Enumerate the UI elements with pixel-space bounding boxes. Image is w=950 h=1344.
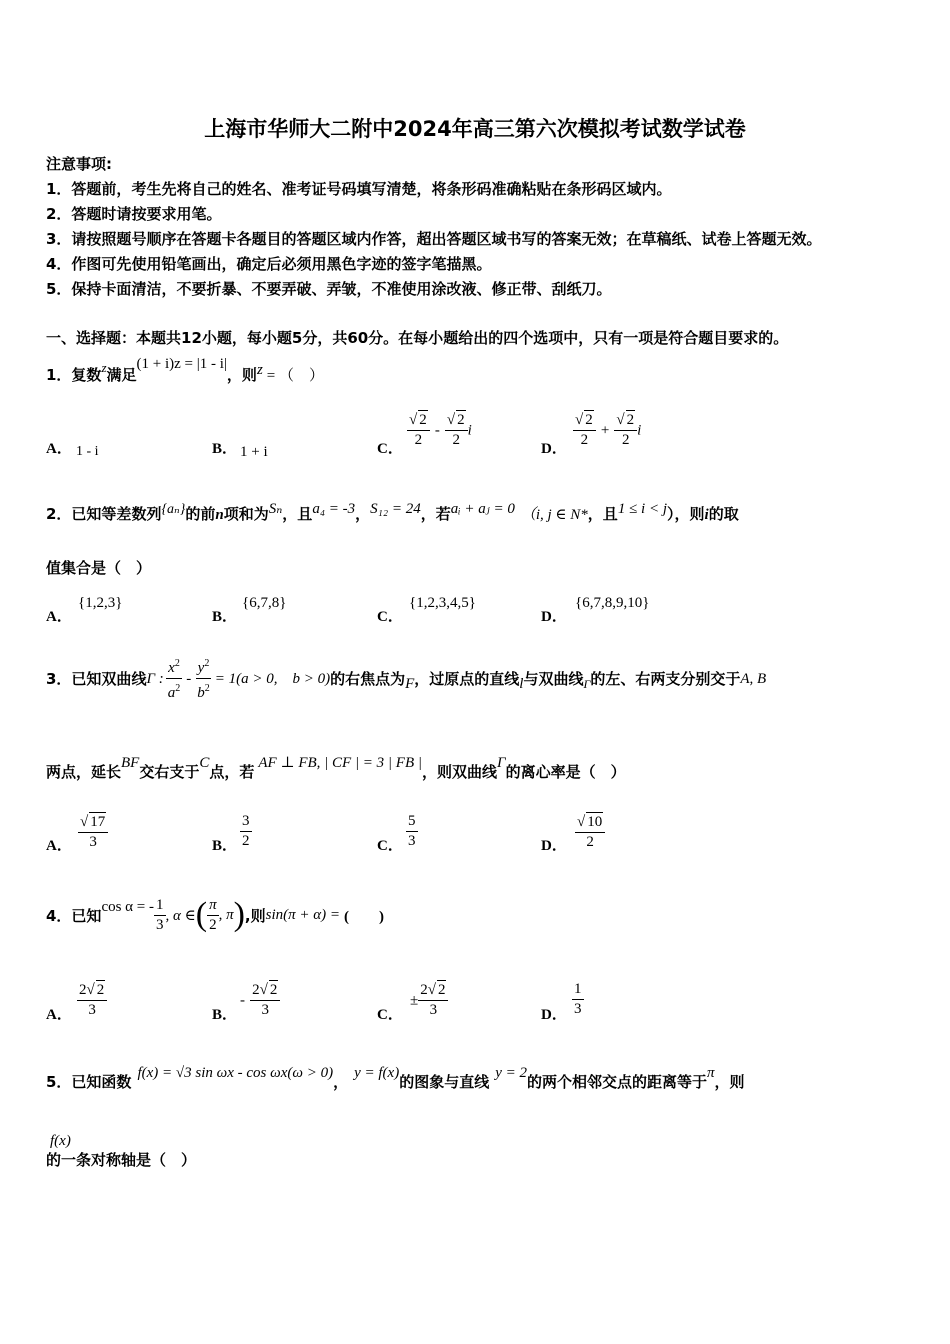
q2-option-d: {6,7,8,9,10}: [575, 595, 650, 611]
q1-option-b: 1 + i: [240, 444, 268, 460]
q2-text-3: ，且: [282, 505, 313, 523]
q3-option-b: $\frac{3}{2}$: [242, 813, 250, 849]
q4-option-d: $\frac{1}{3}$: [574, 981, 582, 1017]
q1-var-z: z: [101, 360, 107, 375]
q3-minus: -: [186, 670, 192, 687]
q1-option-d: $\frac{√ 2}{2}$ + $\frac{√ 2}{2}$ i: [575, 412, 642, 448]
q4-option-b-sign: -: [240, 992, 245, 1009]
q5-text-2: 的两个相邻交点的距离等于: [527, 1073, 708, 1091]
q3-option-d: $\frac{√ 10}{2}$: [575, 812, 605, 852]
q2-sn: Sₙ: [268, 501, 283, 517]
q5-text-1: 的图象与直线: [399, 1073, 490, 1091]
q2-n: n: [215, 507, 224, 523]
notice-item-3: 3．请按照题号顺序在答题卡各题目的答题区域内作答，超出答题区域书写的答案无效；在草稿纸、试卷上答题无效。: [46, 230, 822, 248]
q3-text-1: 的右焦点为: [330, 669, 406, 688]
q3-option-c-label: C．: [377, 838, 403, 854]
q3-line-2: [46, 752, 626, 783]
q5-comma: ，: [333, 1073, 349, 1091]
q3-option-d-label: D．: [541, 838, 567, 854]
notice-item-4: 4．作图可先使用铅笔画出，确定后必须用黑色字迹的签字笔描黑。: [46, 255, 492, 273]
question-3: 3．已知双曲线 Γ : $\frac{x^2}{a^2}$ - $\frac{y^2}{b^2}$ = 1(a > 0, b > 0) 的右焦点为 F ，过原点的直线 l 与双曲线 Γ 的左、右两支分别交于 A, B: [46, 654, 766, 703]
q1-text: 满足: [106, 366, 137, 384]
q2-text-7: 的取: [708, 505, 739, 523]
q3-text-4: 的左、右两支分别交于: [590, 669, 741, 688]
q2-text-4: ，若: [420, 505, 451, 523]
q2-text-2: 项和为: [223, 505, 269, 523]
q1-option-a-label: A．: [46, 441, 72, 457]
q1-equation: (1 + i)z = |1 - i|: [136, 356, 227, 372]
q4-option-c: ± $\frac{2√ 2}{3}$: [410, 980, 448, 1020]
q5-text-4: 的一条对称轴是（ ）: [46, 1151, 197, 1169]
q5-text-3: ，则: [714, 1073, 745, 1091]
q4-option-b: - $\frac{2√ 2}{3}$: [240, 980, 280, 1020]
q5-y2: y = 2: [495, 1065, 527, 1081]
q2-option-c-label: C．: [377, 609, 403, 625]
q4-option-c-label: C．: [377, 1007, 403, 1023]
q2-option-c: {1,2,3,4,5}: [409, 595, 476, 611]
q3-option-a: $\frac{√ 17}{3}$: [78, 812, 108, 852]
page-title: 上海市华师大二附中2024年高三第六次模拟考试数学试卷: [204, 117, 746, 141]
q5-fx: f(x): [50, 1133, 71, 1149]
q2-option-b: {6,7,8}: [242, 595, 287, 611]
q3-gamma: Γ :: [146, 670, 164, 687]
q4-option-c-sign: ±: [410, 992, 419, 1009]
q3-AB: A, B: [740, 670, 767, 687]
q3-C: C: [199, 755, 210, 771]
q3-gamma-3: Γ: [497, 755, 506, 771]
q3-line2-text-4: ，则双曲线: [422, 763, 498, 781]
q4-pi: , π: [218, 906, 234, 923]
section-heading: 一、选择题：本题共12小题，每小题5分，共60分。在每小题给出的四个选项中，只有一项是符合题目要求的。: [46, 329, 789, 347]
notice-item-2: 2．答题时请按要求用笔。: [46, 205, 222, 223]
q2-line-2: 值集合是（ ）: [46, 559, 152, 577]
q3-text-3: 与双曲线: [523, 669, 584, 688]
q3-line2-text-2: 交右支于: [139, 763, 200, 781]
question-2: [46, 497, 739, 527]
q1-var-z2: z: [256, 362, 263, 378]
q2-option-a-label: A．: [46, 609, 72, 625]
q1-option-b-label: B．: [212, 441, 238, 457]
q5-prefix: 5．已知函数: [46, 1073, 132, 1091]
q2-a4: a₄ = -3: [312, 501, 356, 517]
q4-option-a: $\frac{2√ 2}{3}$: [77, 980, 107, 1020]
q3-option-c: $\frac{5}{3}$: [408, 813, 416, 849]
q3-prefix: 3．已知双曲线: [46, 669, 147, 688]
q4-blank: ( ): [344, 908, 385, 925]
q3-condition-2: AF ⊥ FB, | CF | = 3 | FB |: [258, 755, 423, 771]
q3-line2-text-5: 的离心率是（ ）: [505, 763, 626, 781]
q2-text-6: ），则: [667, 505, 705, 523]
q2-option-a: {1,2,3}: [78, 595, 123, 611]
q5-pi: π: [707, 1065, 715, 1081]
q5-line-2: [46, 1133, 196, 1171]
q2-s12: S₁₂ = 24: [370, 501, 421, 517]
q1-option-c: $\frac{√ 2}{2}$ - $\frac{√ 2}{2}$ i: [409, 412, 472, 448]
q3-option-b-label: B．: [212, 838, 238, 854]
q2-text-5: ，且: [587, 505, 618, 523]
q3-text-2: ，过原点的直线: [414, 669, 520, 688]
q1-option-a: 1 - i: [76, 444, 99, 459]
q4-option-a-label: A．: [46, 1007, 72, 1023]
q2-condition: （i, j ∈ N*: [520, 507, 588, 523]
q3-option-a-label: A．: [46, 838, 72, 854]
question-1: [46, 353, 324, 387]
q2-inequality: 1 ≤ i < j: [617, 501, 668, 517]
q2-aiaj: aᵢ + aⱼ = 0: [450, 501, 515, 517]
q3-condition: = 1(a > 0, b > 0): [214, 670, 331, 687]
q1-option-d-label: D．: [541, 441, 567, 457]
q2-i: i: [704, 507, 709, 523]
q5-y: y = f(x): [354, 1065, 400, 1081]
question-5: [46, 1062, 745, 1093]
q3-line2-text-3: 点，若: [209, 763, 255, 781]
q4-prefix: 4．已知: [46, 906, 102, 925]
q4-then: ,则: [244, 906, 266, 925]
q3-l: l: [519, 675, 524, 692]
notice-item-1: 1．答题前，考生先将自己的姓名、准考证号码填写清楚，将条形码准确粘贴在条形码区域内。: [46, 180, 672, 198]
q1-then: ，则: [226, 366, 257, 384]
q2-option-b-label: B．: [212, 609, 238, 625]
q4-cos: cos α = -: [101, 899, 154, 915]
q1-option-c-label: C．: [377, 441, 403, 457]
q4-alpha: , α ∈: [165, 907, 196, 924]
q2-text-1: 的前: [185, 505, 216, 523]
q4-option-b-label: B．: [212, 1007, 238, 1023]
q2-sequence: {aₙ}: [161, 502, 186, 517]
q1-blank: = （ ）: [266, 368, 324, 384]
q1-prefix: 1．复数: [46, 366, 102, 384]
q2-prefix: 2．已知等差数列: [46, 505, 162, 523]
q2-comma: ，: [355, 505, 371, 523]
question-4: 4．已知 cos α = - $\frac{1}{3}$ , α ∈ ( $\frac{\pi}{2}$ , π ) ,则 sin(π + α) = ( ): [46, 896, 385, 933]
q4-option-d-label: D．: [541, 1007, 567, 1023]
notice-heading: 注意事项:: [46, 155, 112, 173]
notice-item-5: 5．保持卡面清洁，不要折暴、不要弄破、弄皱，不准使用涂改液、修正带、刮纸刀。: [46, 280, 612, 298]
q4-sin: sin(π + α) =: [265, 906, 341, 923]
q5-function: f(x) = √3 sin ωx - cos ωx(ω > 0): [137, 1065, 334, 1081]
q3-BF: BF: [121, 755, 140, 771]
q3-line2-text-1: 两点，延长: [46, 763, 122, 781]
q2-option-d-label: D．: [541, 609, 567, 625]
q3-F: F: [405, 675, 415, 692]
q3-gamma-2: Γ: [583, 676, 591, 691]
